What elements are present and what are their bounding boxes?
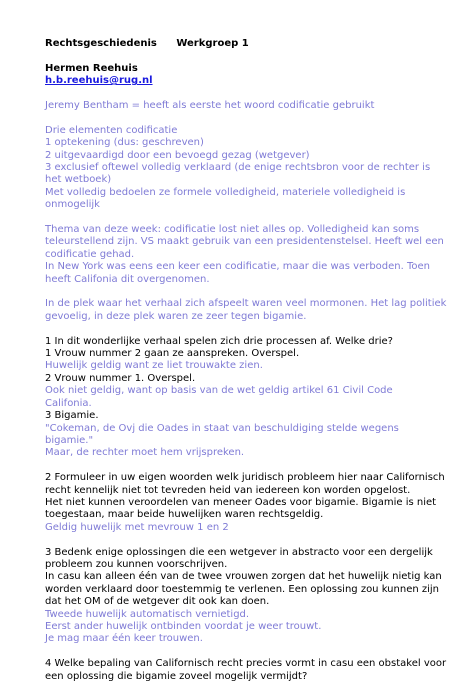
q3-question: probleem zou kunnen voorschrijven. xyxy=(45,558,228,570)
q2-answer: Geldig huwelijk met mevrouw 1 en 2 xyxy=(45,521,229,533)
theme-line: teleurstellend zijn. VS maakt gebruik van een presidentenstelsel. Heeft wel een xyxy=(45,236,444,248)
theme-line: codificatie gehad. xyxy=(45,248,135,260)
q4-question: 4 Welke bepaling van Californisch recht precies vormt in casu een obstakel voor xyxy=(45,658,447,670)
context-line: In de plek waar het verhaal zich afspeelt waren veel mormonen. Het lag politiek xyxy=(45,298,447,310)
q3-answer: Eerst ander huwelijk ontbinden voordat je weer trouwt. xyxy=(45,620,322,632)
q3-question: In casu kan alleen één van de twee vrouwen zorgen dat het huwelijk nietig kan xyxy=(45,571,442,583)
elements-item: 1 optekening (dus: geschreven) xyxy=(45,137,204,149)
context-line: gevoelig, in deze plek waren ze zeer tegen bigamie. xyxy=(45,310,307,322)
elements-item: onmogelijk xyxy=(45,199,100,211)
q1-process-3-note: "Cokeman, de Ovj die Oades in staat van beschuldiging stelde wegens xyxy=(45,422,399,434)
q3-question: worden verklaard door toestemmig te verlenen. Een oplossing zou kunnen zijn xyxy=(45,583,440,595)
author-name: Hermen Reehuis xyxy=(45,62,138,74)
elements-item: het wetboek) xyxy=(45,174,112,186)
q3-answer: Tweede huwelijk automatisch vernietigd. xyxy=(45,608,250,620)
theme-line: heeft Califonia dit overgenomen. xyxy=(45,273,210,285)
q2-question: toegestaan, maar beide huwelijken waren rechtsgeldig. xyxy=(45,509,324,521)
q1-process-2: 2 Vrouw nummer 1. Overspel. xyxy=(45,372,196,384)
document-page xyxy=(45,38,445,683)
elements-item: Met volledig bedoelen ze formele volledigheid, materiele volledigheid is xyxy=(45,186,406,198)
author-email-link[interactable]: h.b.reehuis@rug.nl xyxy=(45,75,153,87)
q2-question: recht kennelijk niet tot tevreden heid van iedereen kon worden opgelost. xyxy=(45,484,411,496)
bentham-note: Jeremy Bentham = heeft als eerste het woord codificatie gebruikt xyxy=(45,100,375,111)
q3-answer: Je mag maar één keer trouwen. xyxy=(45,633,203,645)
q1-process-2-note: Califonia. xyxy=(45,397,92,409)
theme-line: In New York was eens een keer een codificatie, maar die was verboden. Toen xyxy=(45,261,431,273)
theme-line: Thema van deze week: codificatie lost niet alles op. Volledigheid kan soms xyxy=(45,224,420,236)
q1-process-3-note: bigamie." xyxy=(45,434,94,446)
q1-process-2-note: Ook niet geldig, want op basis van de wet geldig artikel 61 Civil Code xyxy=(45,385,393,397)
elements-title: Drie elementen codificatie xyxy=(45,124,178,136)
q2-question: 2 Formuleer in uw eigen woorden welk juridisch probleem hier naar Californisch xyxy=(45,472,445,484)
q3-question: 3 Bedenk enige oplossingen die een wetgever in abstracto voor een dergelijk xyxy=(45,546,433,558)
group-title: Werkgroep 1 xyxy=(176,38,249,49)
document-header xyxy=(45,38,445,50)
course-title: Rechtsgeschiedenis xyxy=(45,38,157,49)
q1-process-3-note: Maar, de rechter moet hem vrijspreken. xyxy=(45,447,245,459)
q4-question: een oplossing die bigamie zoveel mogelijk vermijdt? xyxy=(45,670,308,682)
elements-item: 2 uitgevaardigd door een bevoegd gezag (wetgever) xyxy=(45,149,310,161)
q1-process-1-note: Huwelijk geldig want ze liet trouwakte zien. xyxy=(45,360,263,372)
q3-question: dat het OM of de wetgever dit ook kan doen. xyxy=(45,596,270,608)
q1-process-3: 3 Bigamie. xyxy=(45,410,99,422)
q1-question: 1 In dit wonderlijke verhaal spelen zich drie processen af. Welke drie? xyxy=(45,335,393,347)
q2-question: Het niet kunnen veroordelen van meneer Oades voor bigamie. Bigamie is niet xyxy=(45,496,437,508)
q1-process-1: 1 Vrouw nummer 2 gaan ze aanspreken. Overspel. xyxy=(45,348,300,360)
elements-item: 3 exclusief oftewel volledig verklaard (de enige rechtsbron voor de rechter is xyxy=(45,162,431,174)
